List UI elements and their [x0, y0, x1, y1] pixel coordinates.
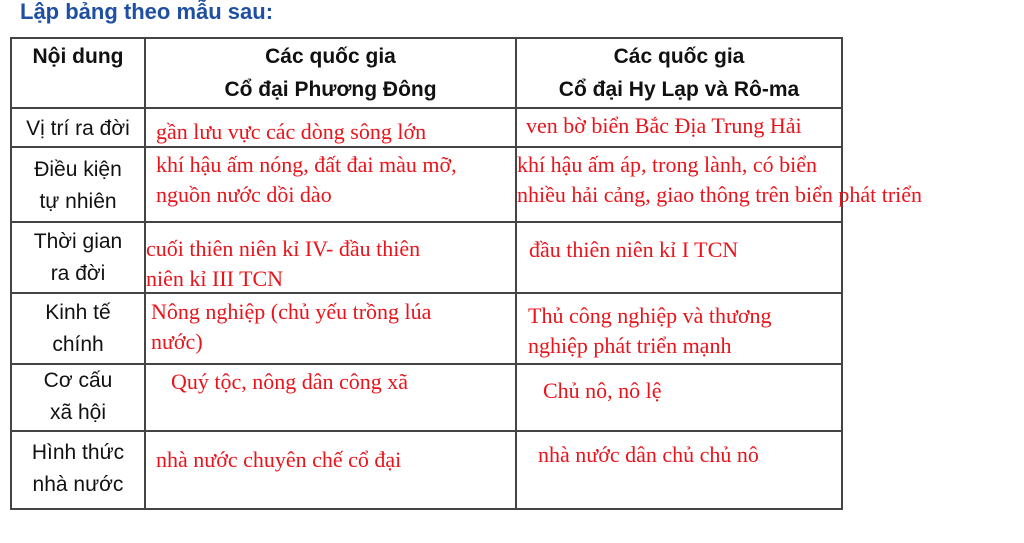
answer-west-economy: Thủ công nghiệp và thương nghiệp phát triển mạnh	[528, 303, 772, 358]
answer-west-time: đầu thiên niên kỉ I TCN	[529, 237, 739, 262]
row-label-conditions: Điều kiện tự nhiên	[34, 158, 122, 213]
answer-east-conditions: khí hậu ấm nóng, đất đai màu mỡ, nguồn nước dồi dào	[156, 152, 457, 207]
table-border-top	[10, 37, 843, 39]
row-label-economy: Kinh tế chính	[45, 301, 111, 356]
header-west: Các quốc gia Cổ đại Hy Lạp và Rô-ma	[558, 45, 800, 101]
page-title: Lập bảng theo mẫu sau:	[20, 0, 274, 24]
answer-east-economy: Nông nghiệp (chủ yếu trồng lúa nước)	[151, 299, 432, 354]
row-label-time: Thời gian ra đời	[33, 230, 123, 285]
table-border-bottom	[10, 508, 843, 510]
row-label-location: Vị trí ra đời	[26, 117, 130, 140]
answer-east-state: nhà nước chuyên chế cổ đại	[156, 447, 402, 472]
answer-west-conditions: khí hậu ấm áp, trong lành, có biển nhiều hải cảng, giao thông trên biển phát triển	[517, 152, 923, 207]
table-border-right	[841, 37, 843, 510]
answer-east-society: Quý tộc, nông dân công xã	[171, 369, 409, 394]
answer-east-location: gần lưu vực các dòng sông lớn	[156, 119, 427, 144]
answer-west-society: Chủ nô, nô lệ	[543, 378, 662, 403]
answer-west-location: ven bờ biển Bắc Địa Trung Hải	[526, 113, 802, 138]
header-east: Các quốc gia Cổ đại Phương Đông	[224, 45, 437, 101]
table-column-divider	[515, 37, 517, 510]
answer-west-state: nhà nước dân chủ chủ nô	[538, 442, 759, 467]
row-label-society: Cơ cấu xã hội	[43, 369, 113, 424]
table-row-divider	[10, 107, 843, 109]
table-row-divider	[10, 146, 843, 148]
table-row-divider	[10, 430, 843, 432]
table-row-divider	[10, 221, 843, 223]
row-label-state: Hình thức nhà nước	[31, 441, 125, 496]
header-content: Nội dung	[32, 45, 124, 68]
answer-east-time: cuối thiên niên kỉ IV- đầu thiên niên kỉ III TCN	[146, 236, 421, 291]
table-row-divider	[10, 292, 843, 294]
